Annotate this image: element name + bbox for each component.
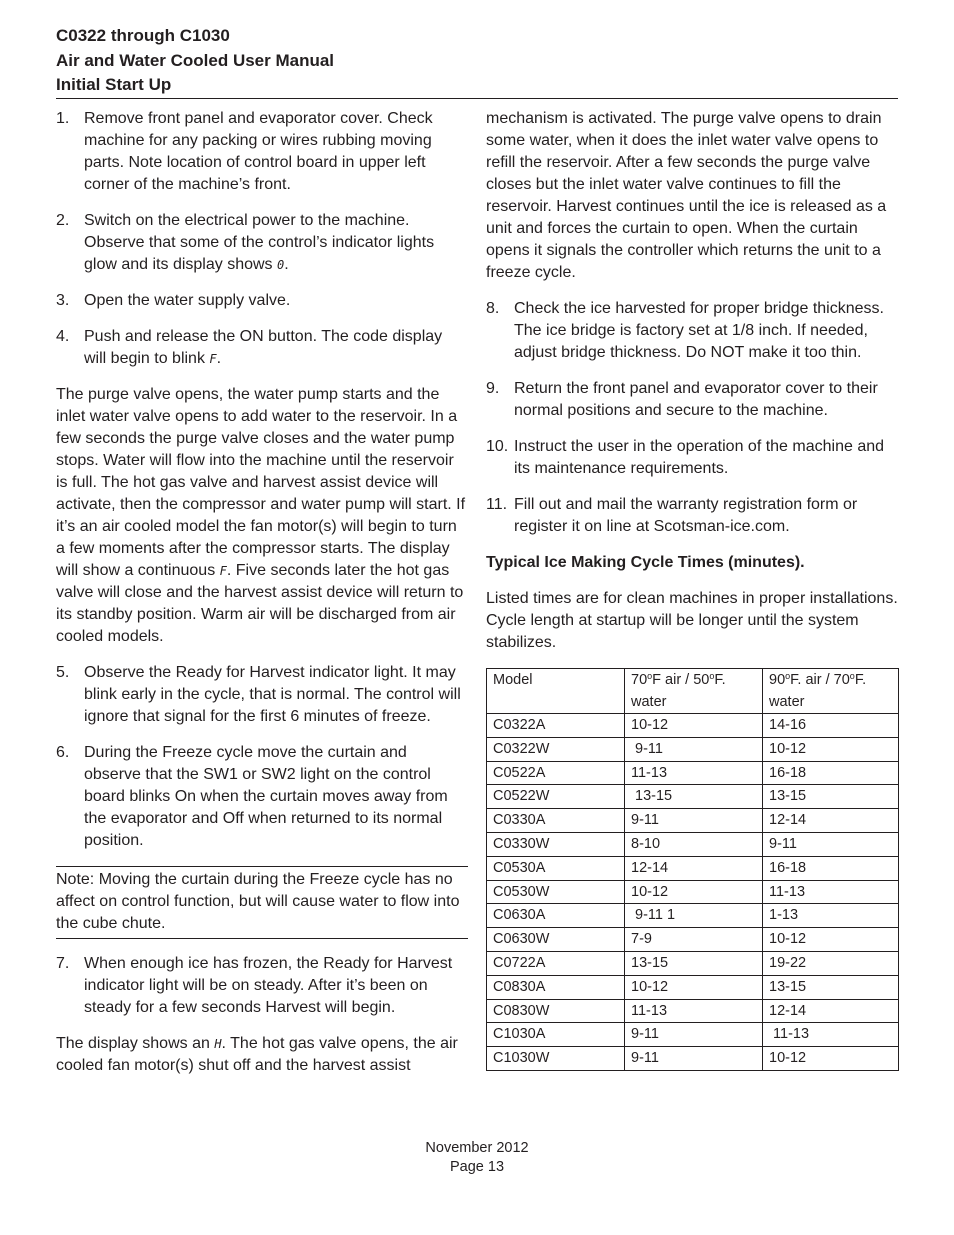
cell-90f-time: 16-18: [763, 761, 899, 785]
table-row: [487, 809, 899, 833]
cell-model: C0322W: [487, 737, 625, 761]
page-header: [56, 24, 898, 98]
cell-70f-time: 9-11: [625, 1047, 763, 1071]
cell-model: C0330A: [487, 809, 625, 833]
step-text: [84, 326, 468, 370]
footer-page-number: Page 13: [449, 1159, 505, 1175]
cell-70f-time: 9-11 1: [625, 904, 763, 928]
header-model-range: C0322 through C1030: [56, 26, 230, 45]
step-2: [56, 210, 468, 276]
cell-90f-time: 10-12: [763, 1047, 899, 1071]
cell-model: C0530W: [487, 880, 625, 904]
header-text-part: 70: [631, 672, 648, 688]
step-8: [486, 298, 898, 364]
table-row: [487, 1047, 899, 1071]
step-number: 3.: [56, 292, 70, 309]
left-column: [56, 108, 468, 1091]
note-box: Note: Moving the curtain during the Freeze cycle has no affect on control function, but will cause water to flow into the cube chute.: [56, 866, 468, 939]
step-text-part: .: [284, 256, 289, 273]
step-text: When enough ice has frozen, the Ready for Harvest indicator light will be on steady. After it’s been on steady for a few seconds Harvest will begin.: [84, 955, 453, 1016]
header-text-part: 90: [769, 672, 786, 688]
cell-70f-time: 11-13: [625, 999, 763, 1023]
table-body: [487, 714, 899, 1071]
step-10: [486, 436, 898, 480]
cell-70f-time: 10-12: [625, 714, 763, 738]
header-text-part: F.: [714, 672, 726, 688]
cell-90f-time: 16-18: [763, 856, 899, 880]
step-text: Open the water supply valve.: [84, 292, 291, 309]
startup-paragraph: [56, 384, 468, 648]
table-row: [487, 880, 899, 904]
step-number: 1.: [56, 110, 70, 127]
table-row: [487, 999, 899, 1023]
table-header-row: [487, 669, 899, 714]
header-text-part: F air / 50: [652, 672, 710, 688]
cell-70f-time: 13-15: [625, 785, 763, 809]
header-section-title: Initial Start Up: [56, 75, 172, 94]
paragraph-text-part: . Five seconds later the hot gas valve will close and the harvest assist device will return to its standby position. Warm air will be discharged from air cooled models.: [56, 562, 464, 645]
cell-90f-time: 10-12: [763, 737, 899, 761]
cell-model: C0830W: [487, 999, 625, 1023]
cell-70f-time: 10-12: [625, 880, 763, 904]
cell-model: C0522W: [487, 785, 625, 809]
cell-90f-time: 11-13: [763, 880, 899, 904]
step-text-part: Switch on the electrical power to the machine. Observe that some of the control’s indicator lights glow and its display shows: [84, 212, 435, 273]
step-number: 10.: [486, 438, 509, 455]
cell-90f-time: 13-15: [763, 975, 899, 999]
cell-model: C0722A: [487, 951, 625, 975]
cell-70f-time: 12-14: [625, 856, 763, 880]
step-5: [56, 662, 468, 728]
step-number: 6.: [56, 744, 70, 761]
cell-90f-time: 10-12: [763, 928, 899, 952]
step-9: [486, 378, 898, 422]
header-text-part: water: [631, 694, 667, 710]
header-70f: [625, 669, 763, 714]
step-7: [56, 953, 468, 1019]
display-code: 0: [276, 258, 285, 272]
step-text: During the Freeze cycle move the curtain and observe that the SW1 or SW2 light on the control board blinks On when the curtain moves away from the evaporator and Off when returned to its normal position.: [84, 744, 448, 849]
table-row: [487, 1023, 899, 1047]
display-code: F: [219, 564, 227, 578]
cycle-times-table: [486, 668, 899, 1071]
right-column: [486, 108, 898, 1071]
degree-mark: o: [709, 671, 715, 681]
page-footer: [0, 1139, 954, 1177]
cell-model: C1030A: [487, 1023, 625, 1047]
cell-model: C0830A: [487, 975, 625, 999]
cell-70f-time: 9-11: [625, 737, 763, 761]
step-number: 8.: [486, 300, 500, 317]
table-row: [487, 737, 899, 761]
step-text: Check the ice harvested for proper bridge thickness. The ice bridge is factory set at 1/8 inch. If needed, adjust bridge thickness. Do NOT make it too thin.: [514, 300, 884, 361]
cell-70f-time: 10-12: [625, 975, 763, 999]
paragraph-text-part: The display shows an: [56, 1035, 215, 1052]
header-model: Model: [487, 669, 625, 714]
table-intro: Listed times are for clean machines in proper installations. Cycle length at startup will be longer until the system stabilizes.: [486, 590, 898, 651]
cell-90f-time: 11-13: [763, 1023, 899, 1047]
table-row: [487, 761, 899, 785]
step-text-part: .: [216, 350, 222, 367]
header-manual-title: Air and Water Cooled User Manual: [56, 50, 335, 70]
cell-90f-time: 1-13: [763, 904, 899, 928]
step-number: 4.: [56, 328, 70, 345]
degree-mark: o: [785, 671, 791, 681]
table-row: [487, 714, 899, 738]
step-text: [84, 210, 468, 276]
cell-90f-time: 14-16: [763, 714, 899, 738]
cell-model: C1030W: [487, 1047, 625, 1071]
cell-90f-time: 9-11: [763, 832, 899, 856]
step-number: 7.: [56, 955, 70, 972]
harvest-paragraph-continued: mechanism is activated. The purge valve opens to drain some water, when it does the inlet water valve opens to refill the reservoir. After a few seconds the purge valve closes but the inlet water valve continues to fill the reservoir. Harvest continues until the ice is released as a unit and forces the curtain to open. When the curtain opens it signals the controller which returns the unit to a freeze cycle.: [486, 110, 887, 281]
cell-model: C0322A: [487, 714, 625, 738]
paragraph-text-part: . The hot gas valve opens, the air cooled fan motor(s) shut off and the harvest assist: [56, 1035, 458, 1074]
cell-90f-time: 12-14: [763, 999, 899, 1023]
table-row: [487, 951, 899, 975]
degree-mark: o: [849, 671, 855, 681]
header-text-part: water: [769, 694, 805, 710]
table-row: [487, 856, 899, 880]
table-row: [487, 832, 899, 856]
cell-model: C0630A: [487, 904, 625, 928]
header-90f: [763, 669, 899, 714]
step-6: [56, 742, 468, 852]
display-code: F: [209, 352, 217, 366]
step-text: Observe the Ready for Harvest indicator light. It may blink early in the cycle, that is normal. The control will ignore that signal for the first 6 minutes of freeze.: [84, 664, 461, 725]
cell-70f-time: 7-9: [625, 928, 763, 952]
step-4: [56, 326, 468, 370]
table-row: [487, 975, 899, 999]
header-text-part: F.: [854, 672, 867, 688]
table-row: [487, 928, 899, 952]
footer-date: November 2012: [425, 1140, 529, 1156]
step-number: 2.: [56, 212, 70, 229]
step-1: [56, 108, 468, 196]
cell-90f-time: 19-22: [763, 951, 899, 975]
table-row: [487, 785, 899, 809]
step-number: 9.: [486, 380, 500, 397]
cell-70f-time: 9-11: [625, 809, 763, 833]
cell-70f-time: 8-10: [625, 832, 763, 856]
step-text: Instruct the user in the operation of the machine and its maintenance requirements.: [514, 438, 885, 477]
cell-model: C0530A: [487, 856, 625, 880]
cell-model: C0330W: [487, 832, 625, 856]
degree-mark: o: [647, 671, 653, 681]
step-3: [56, 290, 468, 312]
step-11: [486, 494, 898, 538]
step-text-part: Push and release the ON button. The code display will begin to blink: [84, 328, 443, 367]
cell-70f-time: 9-11: [625, 1023, 763, 1047]
header-rule: [56, 98, 898, 99]
table-row: [487, 904, 899, 928]
display-code: H: [214, 1037, 222, 1051]
step-number: 5.: [56, 664, 70, 681]
step-number: 11.: [486, 496, 508, 513]
cell-70f-time: 11-13: [625, 761, 763, 785]
cell-90f-time: 12-14: [763, 809, 899, 833]
harvest-paragraph: [56, 1033, 468, 1077]
cell-model: C0522A: [487, 761, 625, 785]
step-text: Fill out and mail the warranty registration form or register it on line at Scotsman-ice.com.: [514, 496, 858, 535]
table-title: Typical Ice Making Cycle Times (minutes).: [486, 554, 805, 571]
step-text: Remove front panel and evaporator cover. Check machine for any packing or wires rubbing moving parts. Note location of control board in upper left corner of the machine’s front.: [84, 110, 433, 193]
paragraph-text-part: The purge valve opens, the water pump starts and the inlet water valve opens to add water to the reservoir. In a few seconds the purge valve closes and the water pump stops. Water will flow into the machine until the reservoir is full. The hot gas valve and harvest assist device will activate, then the compressor and water pump will start. If it’s an air cooled model the fan motor(s) will begin to turn a few moments after the compressor starts. The display will show a continuous: [56, 386, 466, 579]
cell-70f-time: 13-15: [625, 951, 763, 975]
cell-90f-time: 13-15: [763, 785, 899, 809]
step-text: Return the front panel and evaporator cover to their normal positions and secure to the machine.: [514, 380, 878, 419]
cell-model: C0630W: [487, 928, 625, 952]
header-text-part: F. air / 70: [790, 672, 850, 688]
